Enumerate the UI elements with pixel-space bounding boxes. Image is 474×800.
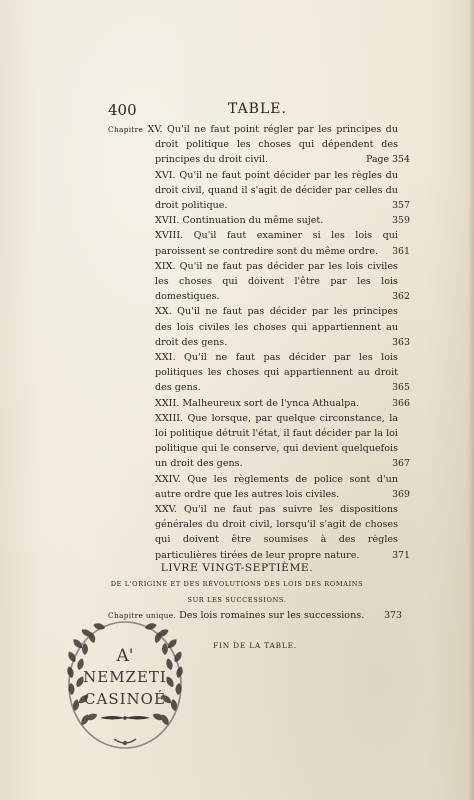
toc-page-number: 371 xyxy=(392,549,410,561)
toc-entry xyxy=(108,472,410,502)
end-of-table: FIN DE LA TABLE. xyxy=(213,641,297,650)
toc-entry xyxy=(108,304,410,350)
chapter-number: XXV. xyxy=(155,504,177,516)
toc-entry-text xyxy=(108,122,398,168)
chapter-title: Des lois romaines sur les successions. xyxy=(179,610,365,621)
chapter-title: Qu'il ne faut pas suivre les dispositions générales du droit civil, lorsqu'il s'agit de choses qui doivent être soumises à des règles particulières tirées de leur propre nature. xyxy=(155,504,398,561)
toc-entry xyxy=(108,411,410,472)
page-value: 354 xyxy=(392,154,410,166)
chapter-number: XVII. xyxy=(155,215,180,227)
toc-entry-text xyxy=(155,472,398,502)
chapter-number: XXIV. xyxy=(155,473,181,485)
chapter-title: Qu'il ne faut point décider par les règles du droit civil, quand il s'agit de décider par celles du droit politique. xyxy=(155,169,398,212)
chapter-number: XVIII. xyxy=(155,230,184,242)
stamp-line1: A' xyxy=(116,646,134,666)
toc-entry-text xyxy=(155,228,398,258)
book-section-subtitle: DE L'ORIGINE ET DES RÉVOLUTIONS DES LOIS DES ROMAINS xyxy=(110,580,364,588)
toc-entry-text xyxy=(155,168,398,214)
chapter-number: XV. xyxy=(147,124,163,135)
toc-page-number: 367 xyxy=(392,458,410,470)
toc-page-number: 373 xyxy=(384,610,402,621)
chapter-title: Qu'il faut examiner si les lois qui paroissent se contredire sont du même ordre. xyxy=(155,230,398,257)
page-label: Page xyxy=(366,154,390,166)
toc-page-number: 357 xyxy=(392,200,410,212)
toc-entry xyxy=(108,396,410,411)
chapter-title: Que les règlements de police sont d'un autre ordre que les autres lois civiles. xyxy=(155,473,398,500)
stamp-line2: NEMZETI xyxy=(83,668,167,686)
chapter-title: Que lorsque, par quelque circonstance, la loi politique détruit l'état, il faut décider par la loi politique qui le conserve, qui devient quelquefois un droit des gens. xyxy=(155,412,398,470)
chapter-title: Continuation du même sujet. xyxy=(182,215,324,227)
chapter-number: XX. xyxy=(155,306,172,318)
toc-entry xyxy=(108,168,410,214)
chapitre-unique-label: Chapitre unique. xyxy=(108,611,177,620)
toc-entry xyxy=(108,228,410,258)
toc-entry-text xyxy=(155,259,398,305)
toc-entry-text xyxy=(155,350,398,396)
table-of-contents xyxy=(108,122,410,563)
chapter-title: Qu'il ne faut point régler par les principes du droit politique les choses qui dépendent des principes du droit civil. xyxy=(155,124,398,166)
toc-page-number: 365 xyxy=(392,382,410,394)
book-section-subtitle-2: SUR LES SUCCESSIONS. xyxy=(187,596,287,604)
toc-entry xyxy=(108,350,410,396)
page-number: 400 xyxy=(108,101,137,119)
chapter-number: XXII. xyxy=(155,397,180,409)
page-header-title: TABLE. xyxy=(228,101,287,117)
toc-entry-text xyxy=(155,304,398,350)
chapitre-label: Chapitre xyxy=(108,125,144,134)
chapter-title: Qu'il ne faut pas décider par les principes des lois civiles les choses qui appartiennent au droit des gens. xyxy=(155,306,398,348)
toc-page-number: 366 xyxy=(392,397,410,409)
chapter-number: XVI. xyxy=(155,169,176,181)
toc-entry-text xyxy=(155,396,398,411)
chapter-number: XXI. xyxy=(155,352,176,364)
toc-page-number: 363 xyxy=(392,336,410,348)
chapter-number: XXIII. xyxy=(155,412,184,424)
chapter-number: XIX. xyxy=(155,260,176,272)
toc-entry xyxy=(108,122,410,168)
toc-entry xyxy=(108,502,410,563)
chapter-title: Qu'il ne faut pas décider par les lois civiles les choses qui doivent l'être par les lois domestiques. xyxy=(155,260,398,303)
toc-entry xyxy=(108,259,410,305)
toc-page-number: 361 xyxy=(392,245,410,257)
toc-page-number xyxy=(366,152,410,167)
toc-entry-text xyxy=(155,411,398,472)
toc-page-number: 359 xyxy=(392,215,410,227)
library-stamp xyxy=(62,615,188,755)
chapter-title: Qu'il ne faut pas décider par les lois politiques les choses qui appartiennent au droit des gens. xyxy=(155,352,398,394)
chapter-title: Malheureux sort de l'ynca Athualpa. xyxy=(182,397,360,409)
toc-entry-text xyxy=(155,213,398,228)
stamp-line3: CASINOÉ xyxy=(84,690,166,708)
toc-page-number: 362 xyxy=(392,291,410,303)
book-section-title: LIVRE VINGT-SEPTIÈME. xyxy=(160,562,314,574)
toc-page-number: 369 xyxy=(392,488,410,500)
toc-entry xyxy=(108,213,410,228)
toc-entry-text xyxy=(155,502,398,563)
page-edge-shadow xyxy=(468,0,474,800)
stamp-ornament-icon xyxy=(100,716,150,720)
